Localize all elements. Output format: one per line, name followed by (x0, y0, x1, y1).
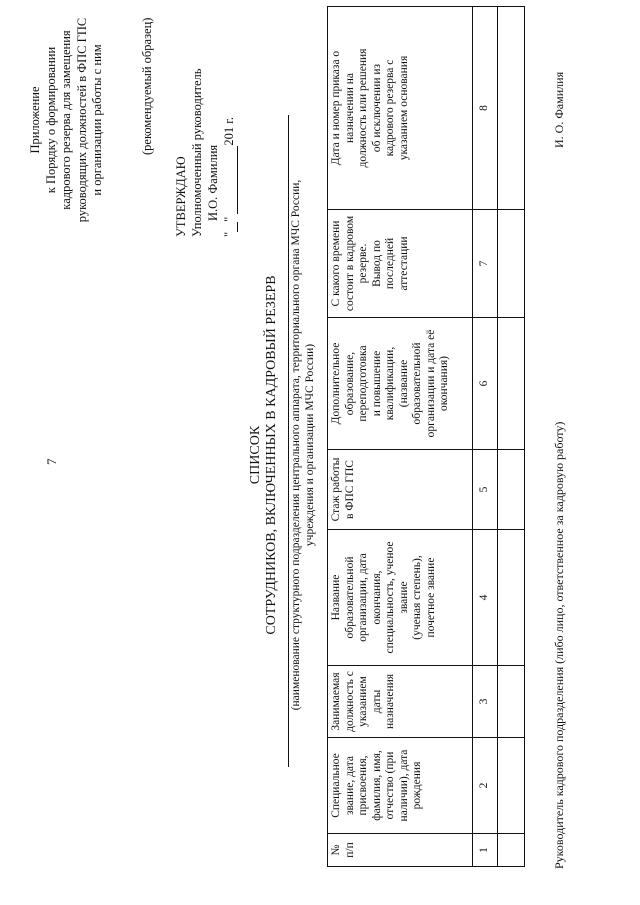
footer-signer: И. О. Фамилия (552, 71, 566, 148)
empty-data-row (498, 7, 525, 867)
header-cell-service-length: Стаж работы в ФПС ГПС (328, 450, 473, 530)
column-number: 4 (473, 530, 498, 666)
sample-note: (рекомендуемый образец) (140, 17, 154, 155)
empty-cell (498, 834, 525, 867)
appendix-line: кадрового резерва для замещения (59, 30, 73, 210)
appendix-line: к Порядку о формировании (43, 46, 58, 194)
date-year: 201 (222, 126, 236, 146)
date-month-blank (222, 146, 238, 214)
column-number: 1 (473, 834, 498, 867)
empty-cell (498, 7, 525, 210)
column-number: 8 (473, 7, 498, 210)
title-line2: СОТРУДНИКОВ, ВКЛЮЧЕННЫХ В КАДРОВЫЙ РЕЗЕРВ (264, 275, 279, 635)
caption-line1: (наименование структурного подразделения центрального аппарата, территориального органа МЧС России, (290, 179, 302, 711)
caption-underline (288, 115, 289, 767)
header-cell-rank-name: Специальное звание, дата присвоения, фамилия, имя, отчество (при наличии), дата рождения (328, 738, 473, 834)
date-open-quote: " (222, 231, 236, 237)
appendix-block (28, 0, 106, 240)
empty-cell (498, 738, 525, 834)
title-caption (290, 75, 317, 815)
date-day-blank (222, 222, 238, 232)
empty-cell (498, 210, 525, 318)
approval-signer: И.О. Фамилия (206, 144, 220, 221)
column-number: 2 (473, 738, 498, 834)
column-number-row (473, 7, 498, 867)
header-cell-number: № п/п (328, 834, 473, 867)
column-number: 3 (473, 666, 498, 738)
header-cell-education: Название образовательной организации, дата окончания, специальность, ученое звание (ученая степень), почетное звание (328, 530, 473, 666)
title-line1: СПИСОК (248, 425, 263, 485)
empty-cell (498, 450, 525, 530)
approval-role: Уполномоченный руководитель (190, 68, 204, 237)
appendix-line: руководящих должностей в ФПС ГПС (74, 17, 89, 223)
column-number: 5 (473, 450, 498, 530)
header-cell-order: Дата и номер приказа о назначении на должность или решения об исключении из кадрового резерва с указанием основания (328, 7, 473, 210)
empty-cell (498, 530, 525, 666)
empty-cell (498, 318, 525, 450)
column-number: 6 (473, 318, 498, 450)
approval-heading: УТВЕРЖДАЮ (174, 156, 188, 237)
page-number: 7 (44, 458, 59, 465)
document-title (248, 205, 280, 705)
date-suffix: г. (222, 116, 236, 124)
column-number: 7 (473, 210, 498, 318)
date-close-quote: " (222, 216, 236, 222)
appendix-line: и организации работы с ним (90, 44, 104, 196)
reserve-table (327, 6, 525, 867)
header-cell-additional-education: Дополнительное образование, переподготовка и повышение квалификации, (название образовательной организации и дата её окончания) (328, 318, 473, 450)
approval-date (222, 117, 238, 237)
caption-line2: учреждения и организации МЧС России) (303, 343, 316, 547)
header-cell-reserve-since: С какого времени состоит в кадровом резерве. Вывод по последней аттестации (328, 210, 473, 318)
empty-cell (498, 666, 525, 738)
table-header-row (328, 7, 473, 867)
footer-responsible: Руководитель кадрового подразделения (либо лицо, ответственное за кадровую работу) (552, 421, 566, 869)
appendix-line: Приложение (28, 86, 42, 154)
header-cell-position: Занимаемая должность с указанием даты назначения (328, 666, 473, 738)
